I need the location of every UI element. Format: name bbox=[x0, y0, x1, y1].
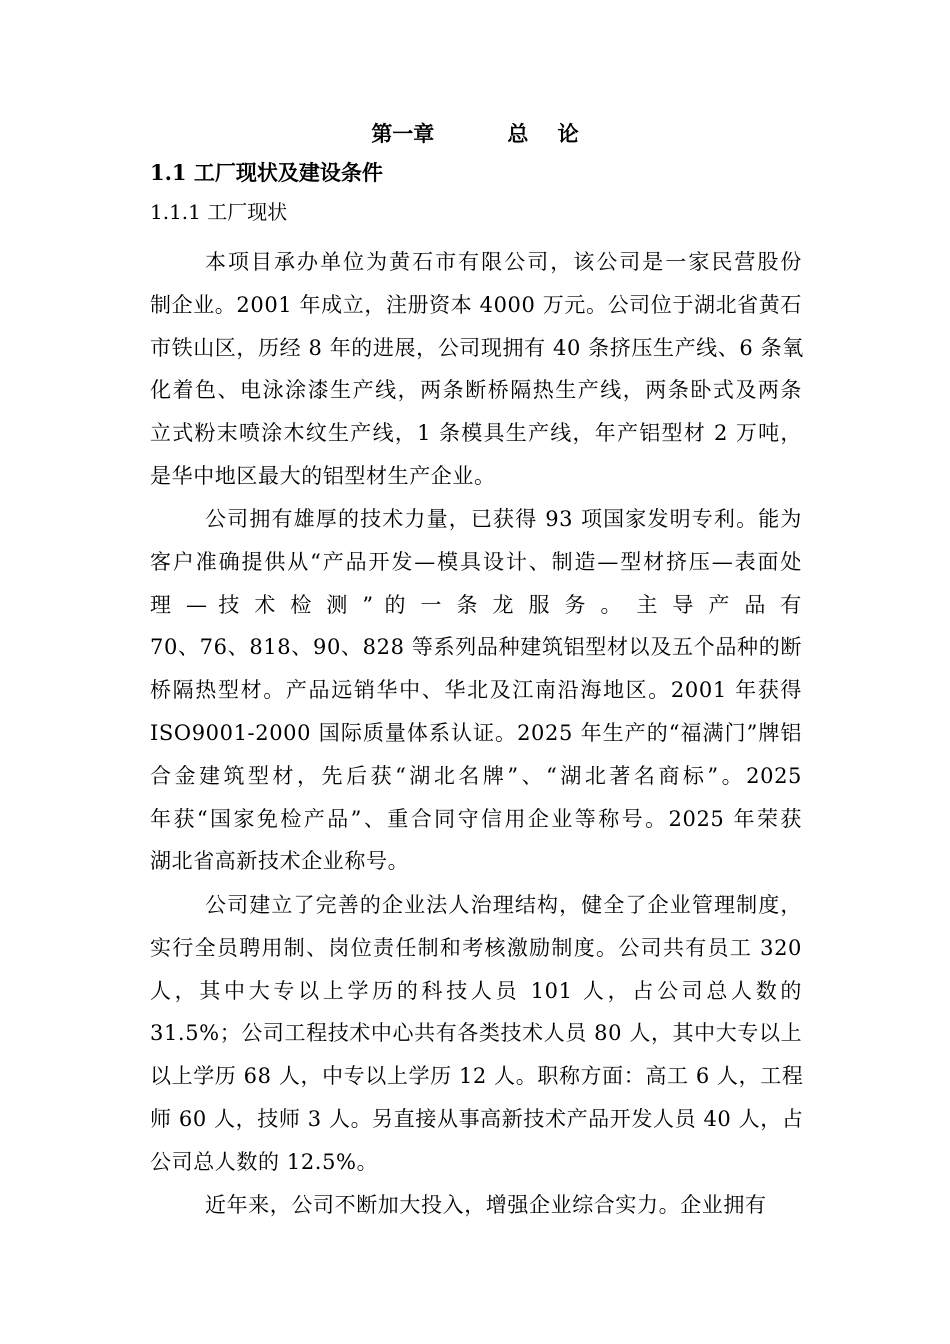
subsection-heading: 1.1.1 工厂现状 bbox=[150, 200, 288, 224]
section-heading: 1.1 工厂现状及建设条件 bbox=[150, 160, 383, 185]
paragraph-line: ISO9001-2000 国际质量体系认证。2025 年生产的“福满门”牌铝 bbox=[150, 720, 802, 745]
paragraph-line: 实行全员聘用制、岗位责任制和考核激励制度。公司共有员工 320 bbox=[150, 935, 802, 960]
paragraph-line: 以上学历 68 人，中专以上学历 12 人。职称方面：高工 6 人，工程 bbox=[150, 1064, 804, 1089]
chapter-title: 第一章 总 论 bbox=[371, 121, 579, 146]
paragraph-line: 市铁山区，历经 8 年的进展，公司现拥有 40 条挤压生产线、6 条氧 bbox=[150, 335, 804, 360]
paragraph-line: 公司拥有雄厚的技术力量，已获得 93 项国家发明专利。能为 bbox=[205, 507, 802, 531]
paragraph-line: 本项目承办单位为黄石市有限公司，该公司是一家民营股份 bbox=[205, 250, 802, 274]
paragraph-line: 31.5%；公司工程技术中心共有各类技术人员 80 人，其中大专以上 bbox=[150, 1021, 803, 1046]
paragraph-line: 年获“国家免检产品”、重合同守信用企业等称号。2025 年荣获 bbox=[150, 806, 802, 831]
paragraph-line: 公司建立了完善的企业法人治理结构，健全了企业管理制度， bbox=[205, 893, 802, 917]
paragraph-line: 合金建筑型材，先后获“湖北名牌”、“湖北著名商标”。2025 bbox=[150, 763, 802, 788]
paragraph-3 bbox=[150, 884, 802, 1184]
paragraph-line: 湖北省高新技术企业称号。 bbox=[150, 849, 410, 874]
paragraph-line: 近年来，公司不断加大投入，增强企业综合实力。企业拥有 bbox=[205, 1193, 767, 1217]
paragraph-line: 公司总人数的 12.5%。 bbox=[150, 1149, 379, 1174]
paragraph-line: 化着色、电泳涂漆生产线，两条断桥隔热生产线，两条卧式及两条 bbox=[150, 378, 802, 403]
paragraph-line: 70、76、818、90、828 等系列品种建筑铝型材以及五个品种的断 bbox=[150, 635, 802, 660]
paragraph-line: 客户准确提供从“产品开发—模具设计、制造—型材挤压—表面处 bbox=[150, 549, 802, 574]
paragraph-1 bbox=[150, 241, 802, 498]
paragraph-line: 立式粉末喷涂木纹生产线，1 条模具生产线，年产铝型材 2 万吨， bbox=[150, 421, 802, 446]
paragraph-line: 是华中地区最大的铝型材生产企业。 bbox=[150, 463, 496, 488]
paragraph-4 bbox=[150, 1184, 802, 1227]
paragraph-line: 理 — 技 术 检 测 ” 的 一 条 龙 服 务 。 主 导 产 品 有 bbox=[150, 592, 802, 617]
paragraph-line: 师 60 人，技师 3 人。另直接从事高新技术产品开发人员 40 人，占 bbox=[150, 1106, 804, 1131]
paragraph-line: 桥隔热型材。产品远销华中、华北及江南沿海地区。2001 年获得 bbox=[150, 678, 802, 703]
paragraph-line: 人，其中大专以上学历的科技人员 101 人，占公司总人数的 bbox=[150, 978, 802, 1003]
paragraph-2 bbox=[150, 498, 802, 883]
paragraph-line: 制企业。2001 年成立，注册资本 4000 万元。公司位于湖北省黄石 bbox=[150, 292, 802, 317]
